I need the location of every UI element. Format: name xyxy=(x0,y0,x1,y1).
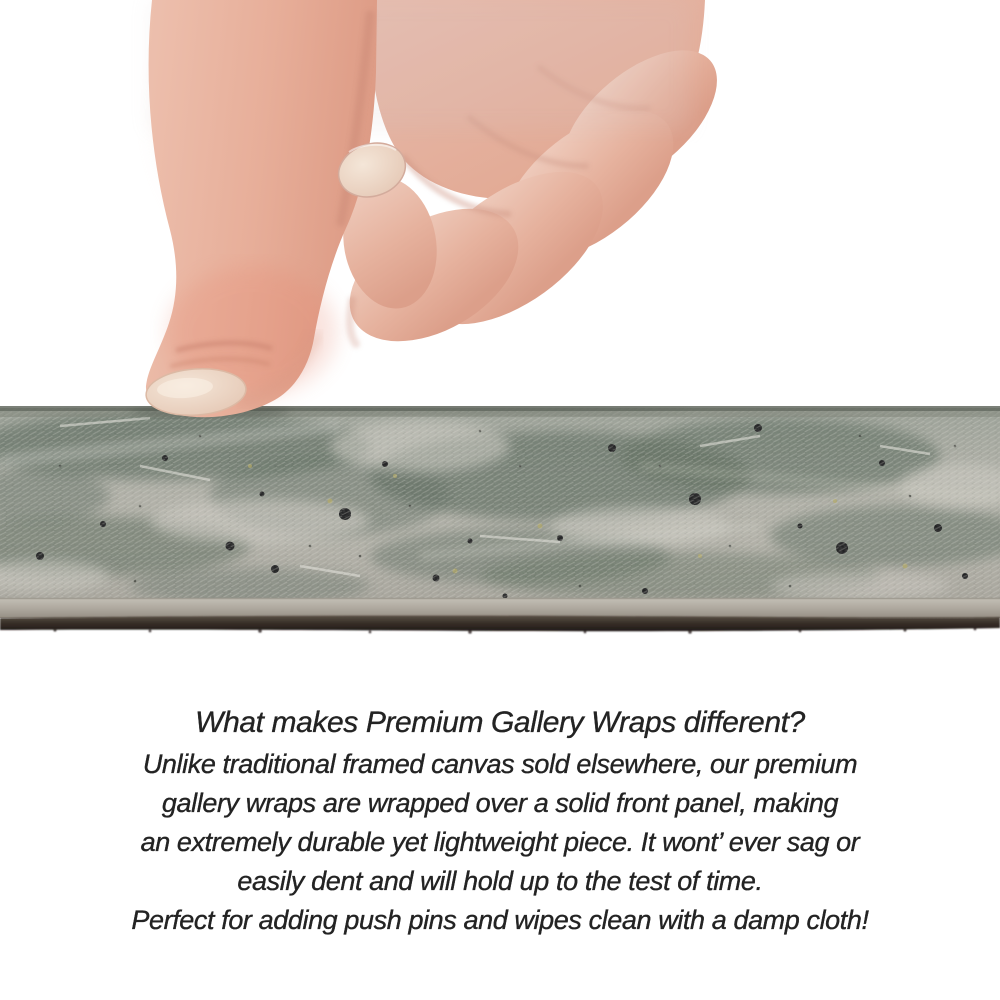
thumb xyxy=(145,0,377,418)
canvas-face xyxy=(0,406,1000,620)
body-line: gallery wraps are wrapped over a solid front panel, making xyxy=(161,788,839,818)
body-line: Unlike traditional framed canvas sold elsewhere, our premium xyxy=(142,749,858,779)
body-line: Perfect for adding push pins and wipes clean with a damp cloth! xyxy=(131,905,869,935)
marketing-copy xyxy=(0,701,1000,940)
canvas-dark-rim xyxy=(0,616,1000,634)
headline: What makes Premium Gallery Wraps different? xyxy=(195,706,805,739)
canvas-strip-photo xyxy=(0,406,1000,636)
canvas-rolled-edge xyxy=(0,598,1000,618)
body-line: an extremely durable yet lightweight piece. It wont’ ever sag or xyxy=(140,827,860,857)
body-line: easily dent and will hold up to the test of time. xyxy=(237,866,763,896)
hand-photo xyxy=(0,0,1000,420)
